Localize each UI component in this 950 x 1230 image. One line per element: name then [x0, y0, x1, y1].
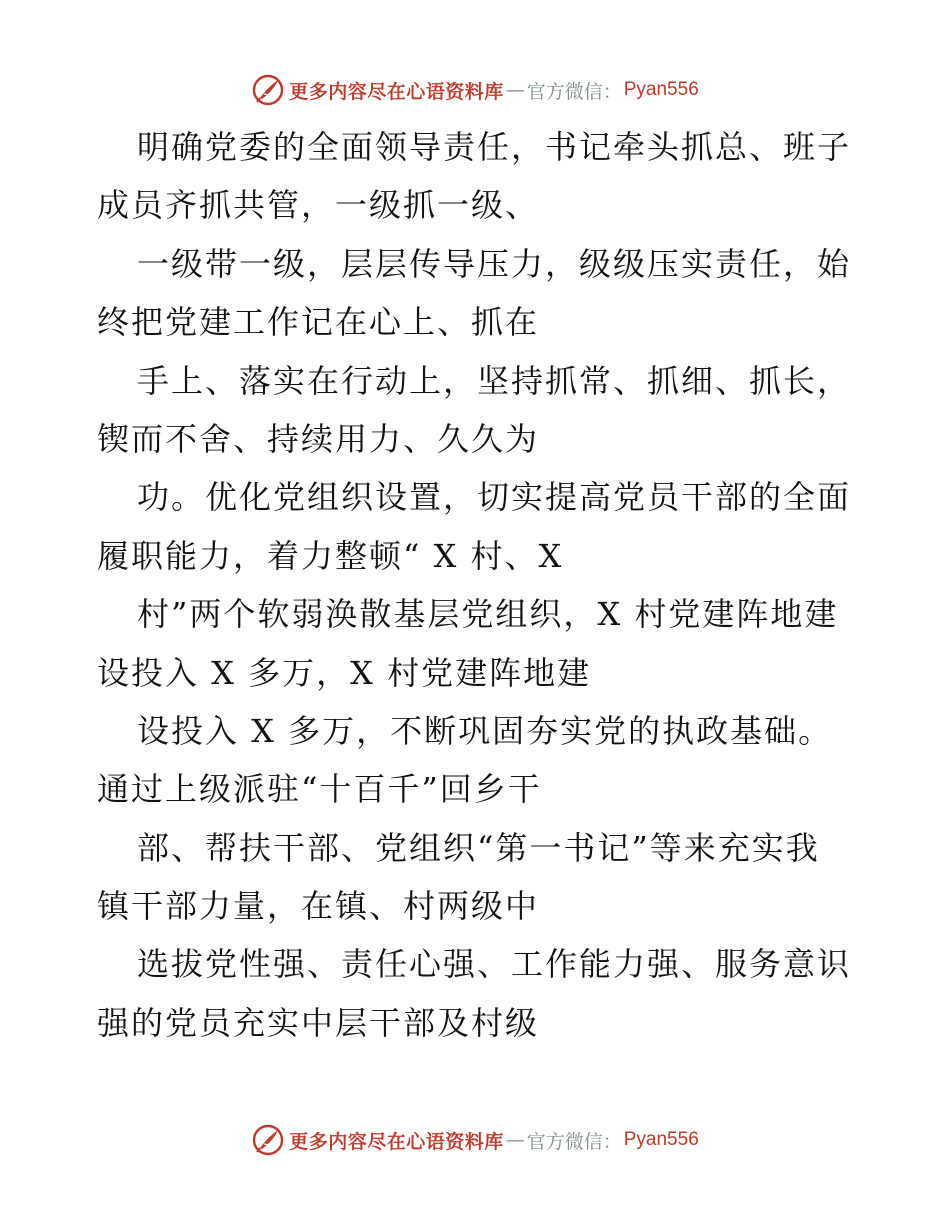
banner-dash: — — [505, 1129, 525, 1151]
banner-main-text: 更多内容尽在心语资料库 — [289, 1130, 504, 1153]
body-line: 功。优化党组织设置，切实提高党员干部的全面 — [137, 478, 852, 517]
body-line: 通过上级派驻“十百千”回乡干 — [97, 770, 542, 809]
body-line: 部、帮扶干部、党组织“第一书记”等来充实我 — [137, 828, 820, 867]
body-line: 强的党员充实中层干部及村级 — [97, 1003, 540, 1042]
banner-sub-text: 官方微信： — [526, 80, 622, 103]
body-line: 成员齐抓共管，一级抓一级、 — [97, 186, 540, 225]
body-line: 一级带一级，层层传导压力，级级压实责任，始 — [137, 244, 852, 283]
body-line: 明确党委的全面领导责任，书记牵头抓总、班子 — [137, 128, 852, 166]
body-line: 终把党建工作记在心上、抓在 — [97, 303, 540, 342]
banner-wechat-id: Pyan556 — [623, 1129, 699, 1150]
footer-banner — [0, 1120, 950, 1160]
body-line: 镇干部力量，在镇、村两级中 — [97, 887, 540, 926]
body-line: 选拔党性强、责任心强、工作能力强、服务意识 — [137, 945, 852, 984]
body-line: 锲而不舍、持续用力、久久为 — [97, 419, 540, 458]
header-banner — [0, 70, 950, 110]
feather-pen-icon — [251, 73, 285, 107]
body-line: 履职能力，着力整顿“ X 村、X — [97, 536, 564, 575]
banner-wechat-id: Pyan556 — [623, 79, 699, 100]
banner-sub-text: 官方微信： — [526, 1130, 622, 1153]
body-line: 手上、落实在行动上，坚持抓常、抓细、抓长， — [137, 361, 852, 400]
body-line: 村”两个软弱涣散基层党组织，X 村党建阵地建 — [137, 595, 839, 634]
body-line: 设投入 X 多万，不断巩固夯实党的执政基础。 — [137, 711, 833, 750]
banner-main-text: 更多内容尽在心语资料库 — [289, 80, 504, 103]
body-line: 设投入 X 多万，X 村党建阵地建 — [97, 653, 592, 692]
feather-pen-icon — [251, 1123, 285, 1157]
banner-dash: — — [505, 79, 525, 101]
document-body — [97, 118, 857, 1052]
